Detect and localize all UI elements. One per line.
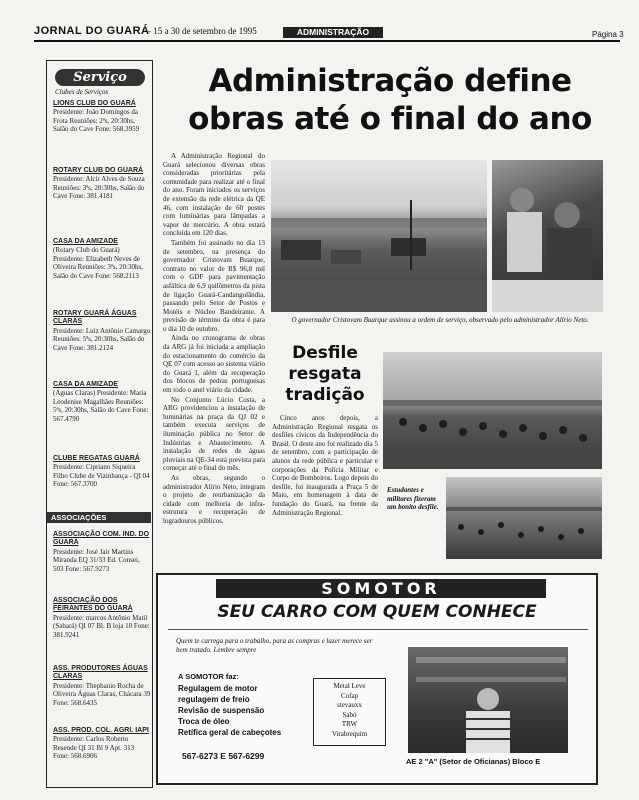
signing-photo-art [492,160,603,312]
parade-photo [383,352,602,469]
main-headline: Administração define obras até o final do ano [188,63,592,137]
article-paragraph: No Conjunto Lúcio Costa, a ARG providenciou a instalação de luminárias na praça da QJ 02 e também executa serviços de iluminação pública no Setor de Indústrias e Abastecimento. A instalação de redes de águas pluviais na QE-34 está prevista para começar até o final do mês. [163,395,265,473]
association-name: ASSOCIAÇÃO COM. IND. DO GUARÁ [53,531,150,547]
ad-phone: 567-6273 E 567-6299 [182,751,265,761]
association-details: Presidente: José Jair Martins Miranda EQ 31/33 Ed. Consei, 503 Fone: 567.9273 [53,547,140,573]
parts-brand: Metal Leve [333,682,366,690]
article-paragraph: A Administração Regional do Guará selecionou diversas obras consideradas prioritárias pela comunidade para realizar até o final do ano. Foram iniciados os serviços de extensão da rede elétrica da QE 46, com instalação de 60 postes com luminárias para lâmpadas a vapor de mercúrio. A obra estará concluída em 120 dias. [163,152,265,238]
services-badge: Serviço [55,69,145,86]
club-entry [53,100,151,134]
parade-photo-art [383,352,602,469]
parts-brand: Cofap [340,691,359,700]
parade-photo-2 [446,477,602,559]
association-name: ASS. PRODUTORES ÁGUAS CLARAS [53,665,148,681]
association-entry [53,597,151,639]
desfile-body [272,414,378,517]
services-subtitle: Clubes de Serviços [55,88,109,96]
article-body [163,152,265,568]
association-name: ASS. PROD. COL. AGRI. IAPI [53,727,149,734]
journal-name: JORNAL DO GUARÁ [34,25,150,37]
association-entry [53,665,151,707]
parade-caption: Estudantes e militares fizeram um bonito desfile. [387,486,439,511]
association-details: Presidente: Thephanio Rocha de Oliveira Águas Claras, Chácara 39 Fone: 568.6435 [53,681,151,707]
club-name: LIONS CLUB DO GUARÁ [53,100,136,107]
ad-intro: Quem te carrega para o trabalho, para as compras e lazer merece ser bem tratado. Lembre sempre [176,637,373,654]
ad-address: AE 2 "A" (Setor de Oficianas) Bloco E [406,757,541,766]
parade-photo-2-art [446,477,602,559]
club-name: ROTARY GUARÁ ÁGUAS CLARAS [53,310,137,326]
parts-brand: Sabó [342,710,357,719]
parts-brands-box [313,678,386,746]
association-entry [53,727,151,761]
ad-service: Troca de óleo [178,717,230,726]
photo-caption: O governador Cristovam Buarque assinou a ordem de serviço, observado pelo administrador Alírio Neto. [291,316,589,324]
mechanic-photo-art [408,647,568,753]
association-name: ASSOCIAÇÃO DOS FEIRANTES DO GUARÁ [53,597,133,613]
mechanic-photo [408,647,568,753]
club-details: (Águas Claras) Presidente: Maria Leodenise Magalhães Reuniões: 5ªs, 20:30hs, Salão do Cave Fone: 567.4790 [53,389,149,423]
parts-brand: stevauxx [337,701,362,710]
club-name: ROTARY CLUB DO GUARÁ [53,167,144,174]
construction-photo [271,160,487,312]
association-entry [53,531,151,573]
club-details: Presidente: João Domingos da Frota Reuniões: 2ªs, 20:30hs, Salão do Cave Fone: 568.3959 [53,108,140,134]
club-name: CASA DA AMIZADE [53,238,118,245]
club-entry [53,455,151,489]
club-details: Presidente: Luiz Antônio Camargo Reuniões: 5ªs, 20:30hs, Salão do Cave Fone: 381.2124 [53,326,151,352]
ad-services-heading: A SOMOTOR faz: [178,672,239,681]
associations-heading: ASSOCIAÇÕES [47,512,151,523]
page-number: Página 3 [592,30,624,39]
parts-brand: Virabrequim [331,729,368,738]
desfile-headline: Desfile resgata tradição [285,343,365,405]
club-details: Presidente: Cipriano Siqueira Filho Clube de Vizinhança - QI 04 Fone: 567.3700 [53,463,150,489]
club-name: CASA DA AMIZADE [53,381,118,388]
club-details: (Rotary Club do Guará) Presidente: Elizabeth Neves de Oliveira Reuniões: 3ªs, 20:30hs, Salão do Cave Fone: 568.2113 [53,246,144,280]
signing-photo [492,160,603,312]
ad-slogan: SEU CARRO COM QUEM CONHECE [217,602,537,622]
section-label: ADMINISTRAÇÃO [283,27,383,38]
issue-date: - 15 a 30 de setembro de 1995 [148,26,257,36]
construction-photo-art [271,160,487,312]
article-paragraph: Ainda no cronograma de obras da ARG já foi iniciada a ampliação do estacionamento do comércio da QE 07 com acesso ao sistema viário do Guará I, além da recuperação dos blocos de pedras portuguesas em todo o anel viário da cidade. [163,334,265,395]
ad-divider [168,629,588,630]
club-entry [53,167,151,201]
club-entry [53,381,151,423]
services-sidebar [46,60,153,788]
ad-service: Retífica geral de cabeçotes [178,728,282,737]
club-name: CLUBE REGATAS GUARÁ [53,455,140,462]
club-entry [53,238,151,280]
parts-brand: TRW [341,720,358,729]
ad-brand: SOMOTOR [216,579,546,598]
club-details: Presidente: Alcir Alves de Souza Reuniões: 3ªs, 20:30hs, Salão do Cave Fone: 381.4181 [53,175,145,201]
article-paragraph: Também foi assinado no dia 13 de setembro, na presença do governador Cristovam Buarque, contrato no valor de R$ 96,8 mil com o GDF para pavimentação asfáltica de 6,9 quilômetros da pista de ligação Guará-Candangolândia, passando pelo Setor de Postos e Motéis e Núcleo Bandeirante. A previsão de término da obra é para o dia 10 de outubro. [163,238,265,333]
article-paragraph: As obras, segundo o administrador Alírio Neto, integram o projeto de reurbanização da cidade com melhoria de infra-estrutura e recuperação de logradouros públicos. [163,473,265,525]
desfile-paragraph: Cinco anos depois, a Administração Regional resgata os desfiles cívicos da Independência do Brasil. O deste ano foi realizado dia 5 de setembro, com a participação de alunos da rede pública e particular e corporações da Polícia Militar e Corpo de Bombeiros. Logo depois do desfile, foi inaugurada a Praça 5 de Maio, em homenagem à data de fundação do Guará, na frente da Administração Regional. [272,414,378,517]
ad-service: Revisão de suspensão [178,706,265,715]
association-details: Presidente: Carlos Roberto Resende QI 31 Bl 9 Apt. 313 Fone: 568.6906 [53,735,135,761]
club-entry [53,310,151,352]
somotor-advertisement [156,573,598,785]
ad-service: Regulagem de motor [178,684,258,693]
ad-service: regulagem de freio [178,695,250,704]
header-rule [34,40,620,42]
association-details: Presidente: marcos Antônio Matil (Sabará) QI 07 Bl. B loja 10 Fone: 381.9241 [53,613,150,639]
